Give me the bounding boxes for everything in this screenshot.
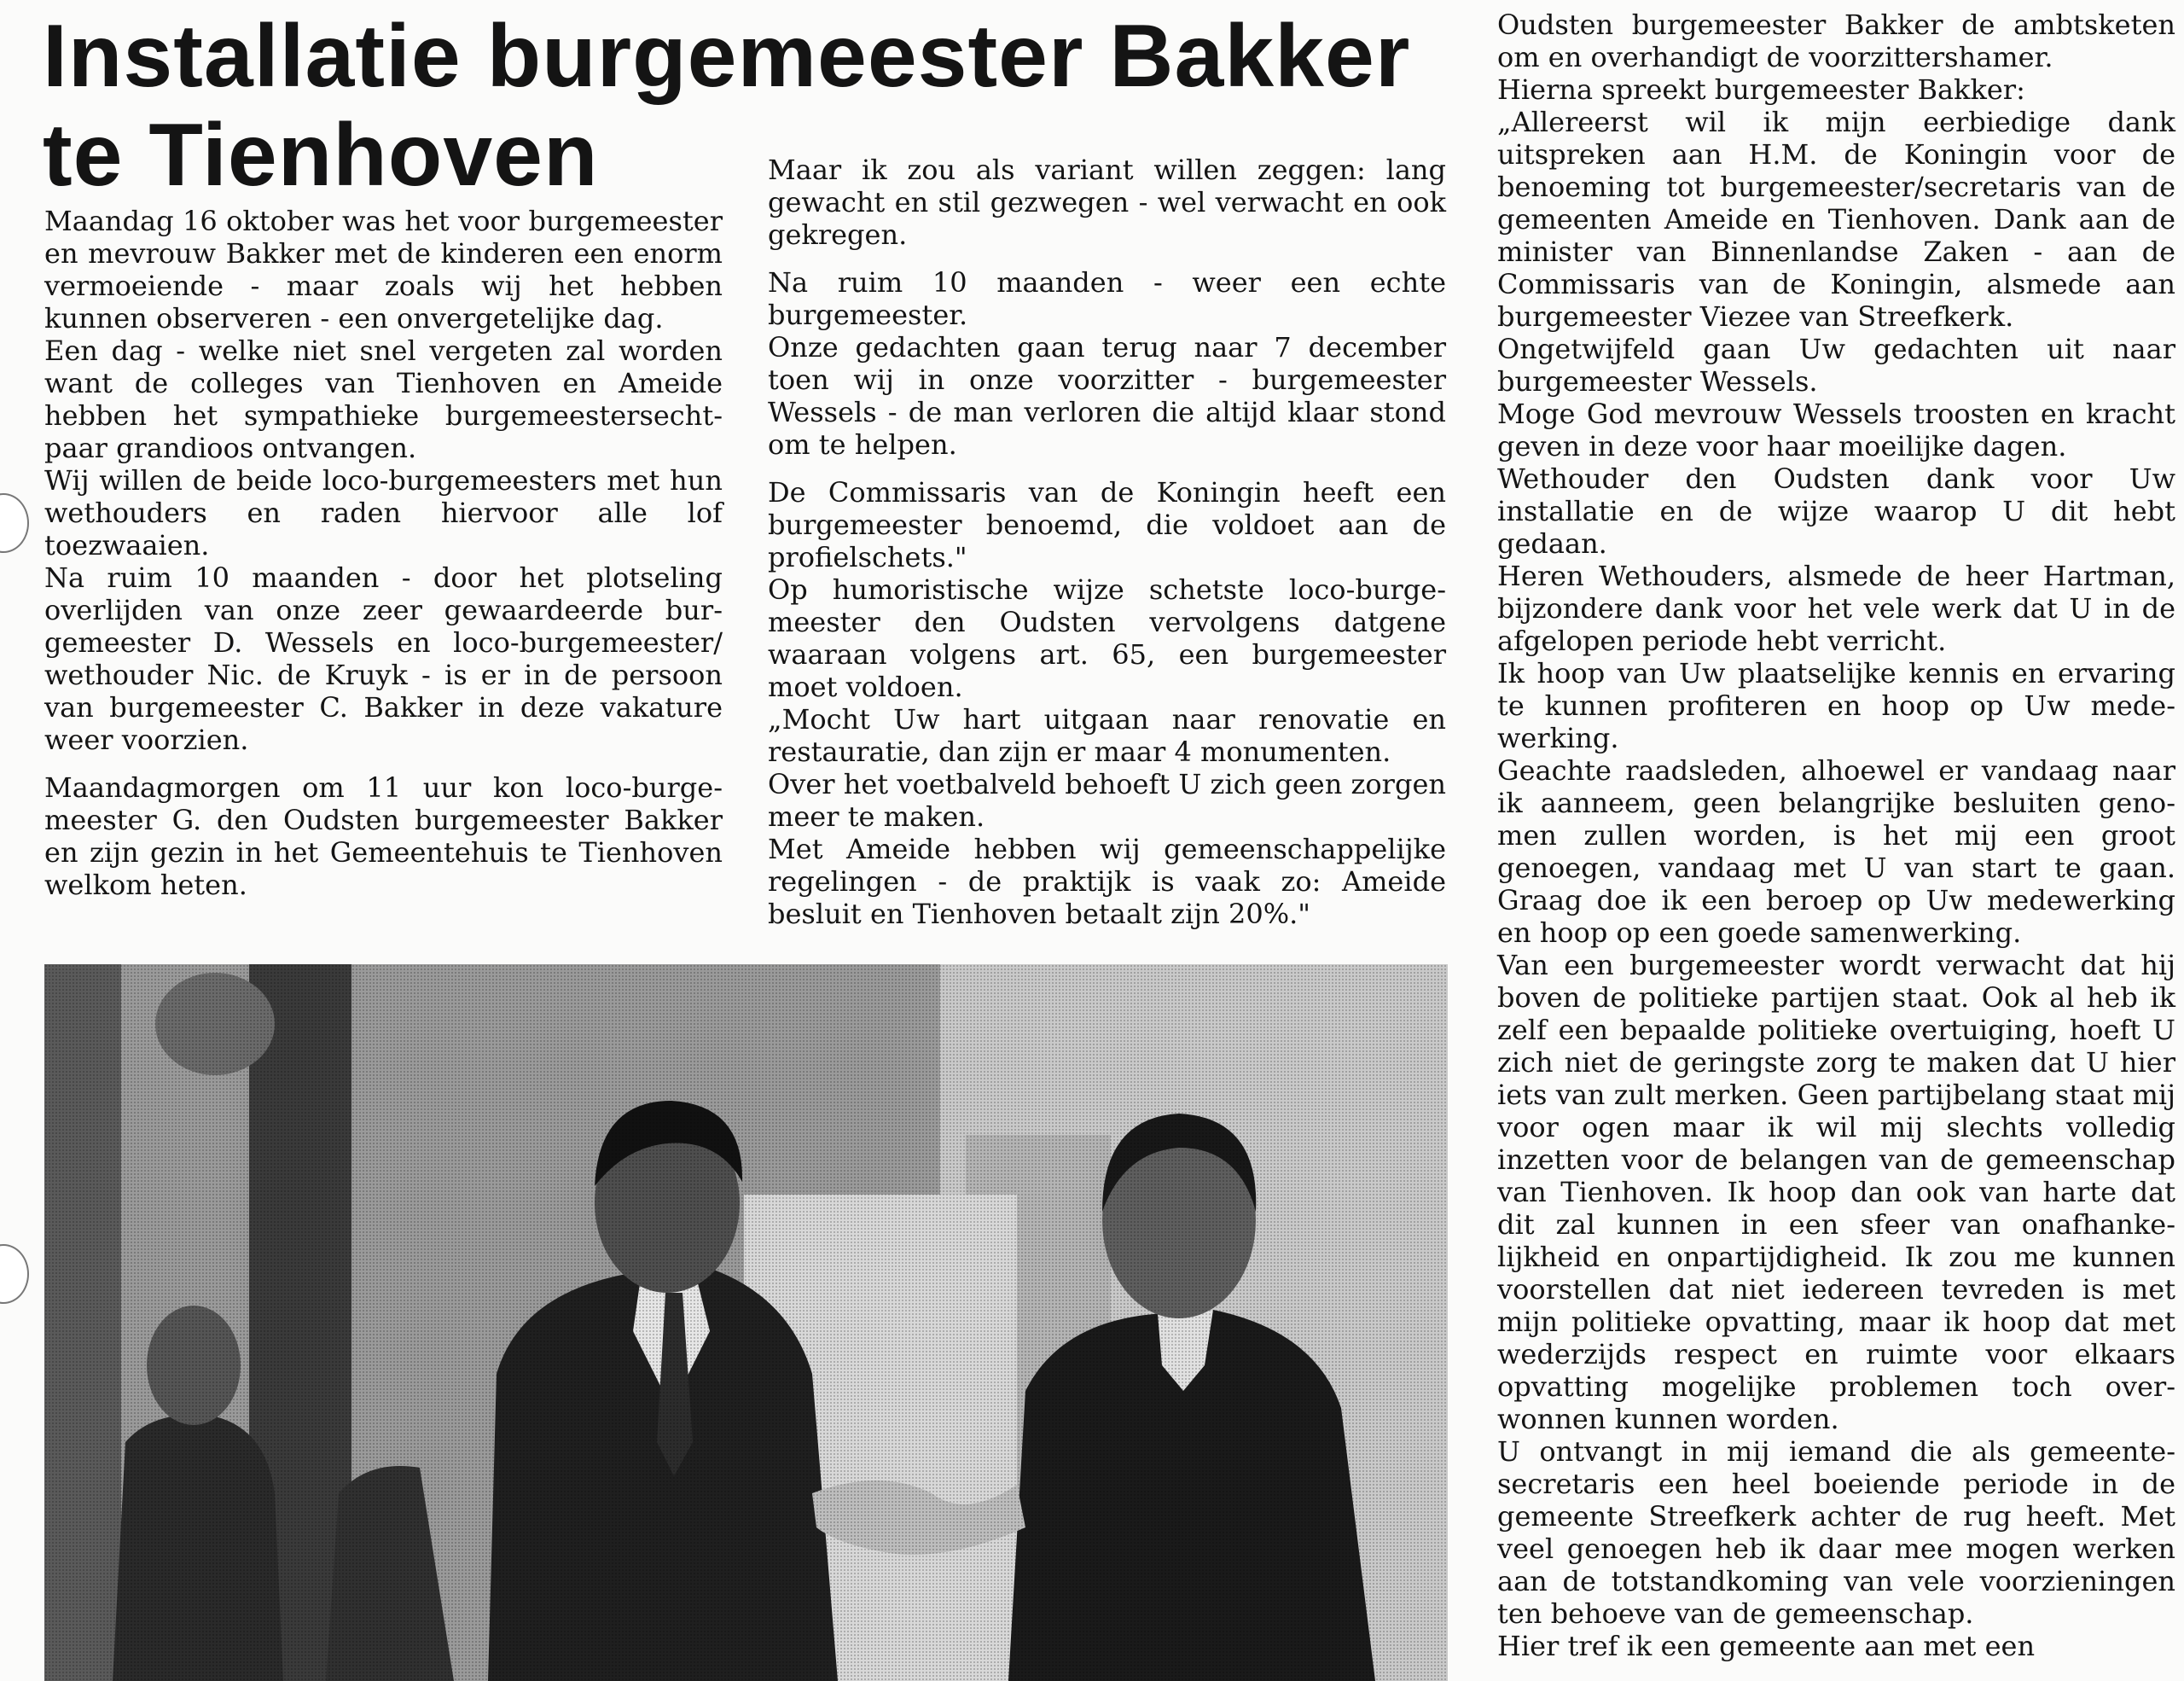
punch-hole — [0, 493, 29, 553]
headline-line-1: Installatie burgemeester Bakker — [43, 7, 1411, 106]
paragraph: Na ruim 10 maanden - door het plotseling overlijden van onze zeer gewaardeerde burgemeester D. Wessels en loco-burgemeester/ wethouder Nic. de Kruyk - is er in de persoon van burgemeester C. Bakker in deze vakature weer voorzien. — [44, 561, 723, 756]
paragraph: Na ruim 10 maanden - weer een echte burgemeester. — [768, 266, 1446, 331]
paragraph: Wethouder den Oudsten dank voor Uw installatie en de wijze waarop U dit hebt gedaan. — [1497, 462, 2175, 560]
paragraph: Van een burgemeester wordt verwacht dat hij boven de politieke partijen staat. Ook al heb ik zelf een bepaalde politieke overtuiging, hoeft U zich niet de geringste zorg te maken dat U hier iets van zult merken. Geen partijbelang staat mij voor ogen maar ik wil mij slechts volledig inzetten voor de belangen van de gemeenschap van Tienhoven. Ik hoop dan ook van harte dat dit zal kunnen in een sfeer van onafhankelijkheid en onpartijdigheid. Ik zou me kunnen voorstellen dat niet iedereen tevreden is met mijn politieke opvatting, maar ik hoop dat met wederzijds respect en ruimte voor elkaars opvatting mogelijke problemen toch overwonnen kunnen worden. — [1497, 949, 2175, 1435]
paragraph: Een dag - welke niet snel vergeten zal worden want de colleges van Tienhoven en Ameide hebben het sympathieke burgemeestersechtpaar grandioos ontvangen. — [44, 334, 723, 464]
paragraph: Onze gedachten gaan terug naar 7 december toen wij in onze voorzitter - burgemeester Wessels - de man verloren die altijd klaar stond om te helpen. — [768, 331, 1446, 461]
paragraph: Moge God mevrouw Wessels troosten en kracht geven in deze voor haar moeilijke dagen. — [1497, 398, 2175, 462]
paragraph: Ik hoop van Uw plaatselijke kennis en ervaring te kunnen profiteren en hoop op Uw medewerking. — [1497, 657, 2175, 754]
paragraph: Maandag 16 oktober was het voor burgemeester en mevrouw Bakker met de kinderen een enorm vermoeiende - maar zoals wij het hebben kunnen observeren - een onvergetelijke dag. — [44, 205, 723, 334]
paragraph: De Commissaris van de Koningin heeft een burgemeester benoemd, die voldoet aan de profielschets." — [768, 476, 1446, 573]
headline-line-2: te Tienhoven — [43, 106, 599, 205]
paragraph: Over het voetbalveld behoeft U zich geen zorgen meer te maken. — [768, 768, 1446, 833]
paragraph: Geachte raadsleden, alhoewel er vandaag naar ik aanneem, geen belangrijke besluiten genomen zullen worden, is het mij een groot genoegen, vandaag met U van start te gaan. Graag doe ik een beroep op Uw medewerking en hoop op een goede samenwerking. — [1497, 754, 2175, 949]
paragraph: U ontvangt in mij iemand die als gemeentesecretaris een heel boeiende periode in de gemeente Streefkerk achter de rug heeft. Met veel genoegen heb ik daar mee mogen werken aan de totstandkoming van vele voorzieningen ten behoeve van de gemeenschap. — [1497, 1435, 2175, 1630]
paragraph: Wij willen de beide loco-burgemeesters met hun wethouders en raden hiervoor alle lof toezwaaien. — [44, 464, 723, 561]
punch-hole — [0, 1244, 29, 1304]
paragraph: Maandagmorgen om 11 uur kon loco-burgemeester G. den Oudsten burgemeester Bakker en zijn gezin in het Gemeentehuis te Tienhoven welkom heten. — [44, 771, 723, 901]
paragraph: Ongetwijfeld gaan Uw gedachten uit naar burgemeester Wessels. — [1497, 333, 2175, 398]
paragraph: Maar ik zou als variant willen zeggen: lang gewacht en stil gezwegen - wel verwacht en ook gekregen. — [768, 154, 1446, 251]
column-2 — [768, 154, 1446, 930]
column-3 — [1497, 9, 2175, 1662]
article-photo — [44, 964, 1448, 1681]
paragraph: Op humoristische wijze schetste loco-burgemeester den Oudsten vervolgens datgene waaraan volgens art. 65, een burgemeester moet voldoen. — [768, 573, 1446, 703]
paragraph: Hierna spreekt burgemeester Bakker: — [1497, 73, 2025, 106]
paragraph: Oudsten burgemeester Bakker de ambtsketen om en overhandigt de voorzittershamer. — [1497, 9, 2175, 73]
column-1 — [44, 205, 723, 901]
paragraph: Hier tref ik een gemeente aan met een — [1497, 1630, 2036, 1662]
handshake-photo — [44, 964, 1448, 1681]
paragraph: Heren Wethouders, alsmede de heer Hartman, bijzondere dank voor het vele werk dat U in de afgelopen periode hebt verricht. — [1497, 560, 2175, 657]
paragraph: „Mocht Uw hart uitgaan naar renovatie en restauratie, dan zijn er maar 4 monumenten. — [768, 703, 1446, 768]
paragraph: „Allereerst wil ik mijn eerbiedige dank uitspreken aan H.M. de Koningin voor de benoeming tot burgemeester/secretaris van de gemeenten Ameide en Tienhoven. Dank aan de minister van Binnenlandse Zaken - aan de Commissaris van de Koningin, alsmede aan burgemeester Viezee van Streefkerk. — [1497, 106, 2175, 333]
paragraph: Met Ameide hebben wij gemeenschappelijke regelingen - de praktijk is vaak zo: Ameide besluit en Tienhoven betaalt zijn 20%." — [768, 833, 1446, 930]
